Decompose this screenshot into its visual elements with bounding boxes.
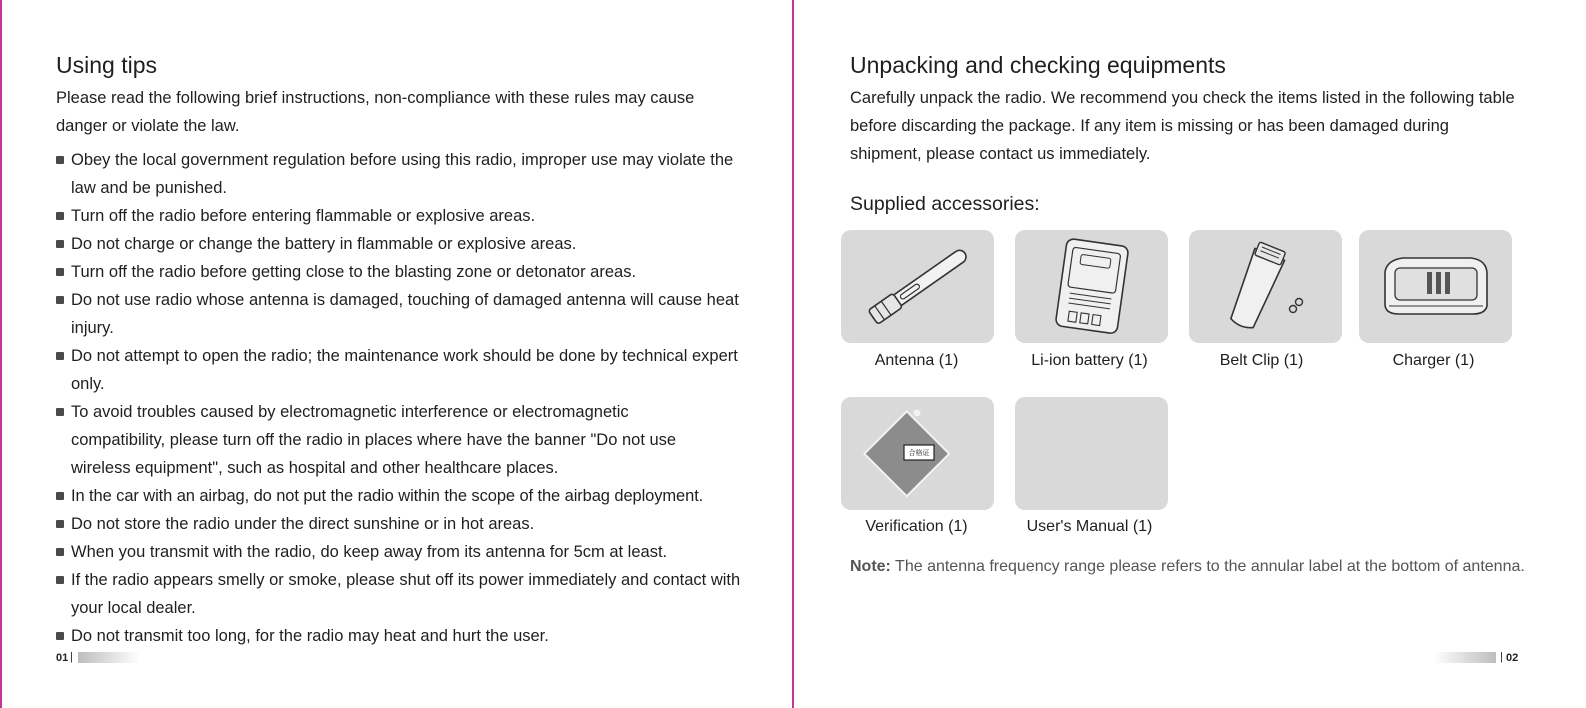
verification-caption: Verification (1) bbox=[865, 518, 968, 535]
belt-clip-caption: Belt Clip (1) bbox=[1219, 352, 1304, 369]
list-item: Turn off the radio before getting close to the blasting zone or detonator areas. bbox=[56, 258, 756, 286]
list-item: Do not use radio whose antenna is damaged, touching of damaged antenna will cause heat injury. bbox=[56, 286, 756, 342]
page-number-separator-right: | bbox=[1500, 651, 1503, 663]
charger-caption: Charger (1) bbox=[1392, 352, 1475, 369]
list-item: Do not attempt to open the radio; the maintenance work should be done by technical expert only. bbox=[56, 342, 756, 398]
page-number-bar-right bbox=[1434, 652, 1496, 663]
list-item: Do not transmit too long, for the radio may heat and hurt the user. bbox=[56, 622, 756, 650]
battery-caption: Li-ion battery (1) bbox=[1031, 352, 1148, 369]
page-number-left: 01 bbox=[56, 652, 69, 664]
battery-icon bbox=[1015, 230, 1168, 343]
battery-card bbox=[1015, 230, 1168, 343]
using-tips-title: Using tips bbox=[56, 52, 157, 78]
bullet-icon bbox=[56, 548, 64, 556]
using-tips-intro: Please read the following brief instructions, non-compliance with these rules may cause danger or violate the law. bbox=[56, 89, 695, 135]
accessories-heading: Supplied accessories: bbox=[850, 193, 1040, 215]
verification-seal-text: 合格证 bbox=[908, 449, 930, 457]
page-number-right: 02 bbox=[1506, 652, 1519, 664]
list-item: When you transmit with the radio, do keep away from its antenna for 5cm at least. bbox=[56, 538, 756, 566]
charger-icon bbox=[1359, 230, 1512, 343]
page-number-separator: | bbox=[70, 651, 73, 663]
belt-clip-card bbox=[1189, 230, 1342, 343]
charger-card bbox=[1359, 230, 1512, 343]
list-item: To avoid troubles caused by electromagnetic interference or electromagnetic compatibility, please turn off the radio in places where have the banner "Do not use wireless equipment", such as hospital and other healthcare places. bbox=[56, 398, 756, 482]
manual-icon bbox=[1015, 397, 1168, 510]
antenna-card bbox=[841, 230, 994, 343]
page-number-bar bbox=[78, 652, 140, 663]
verification-card bbox=[841, 397, 994, 510]
left-page bbox=[0, 0, 792, 708]
bullet-icon bbox=[56, 156, 64, 164]
bullet-icon bbox=[56, 408, 64, 416]
antenna-note bbox=[850, 558, 1525, 576]
antenna-caption: Antenna (1) bbox=[874, 352, 959, 369]
note-text: The antenna frequency range please refers to the annular label at the bottom of antenna. bbox=[895, 558, 1525, 575]
bullet-icon bbox=[56, 212, 64, 220]
list-item: If the radio appears smelly or smoke, please shut off its power immediately and contact with your local dealer. bbox=[56, 566, 756, 622]
belt-clip-icon bbox=[1189, 230, 1342, 343]
bullet-icon bbox=[56, 352, 64, 360]
unpacking-title: Unpacking and checking equipments bbox=[850, 52, 1226, 78]
bullet-icon bbox=[56, 268, 64, 276]
manual-card bbox=[1015, 397, 1168, 510]
bullet-icon bbox=[56, 240, 64, 248]
verification-tag-icon bbox=[841, 397, 994, 510]
list-item: Do not store the radio under the direct sunshine or in hot areas. bbox=[56, 510, 756, 538]
tips-list bbox=[56, 146, 756, 650]
list-item: Obey the local government regulation before using this radio, improper use may violate the law and be punished. bbox=[56, 146, 756, 202]
list-item: In the car with an airbag, do not put the radio within the scope of the airbag deployment. bbox=[56, 482, 756, 510]
antenna-icon bbox=[841, 230, 994, 343]
bullet-icon bbox=[56, 296, 64, 304]
list-item: Turn off the radio before entering flammable or explosive areas. bbox=[56, 202, 756, 230]
manual-caption: User's Manual (1) bbox=[1026, 518, 1153, 535]
bullet-icon bbox=[56, 576, 64, 584]
bullet-icon bbox=[56, 492, 64, 500]
note-label: Note: bbox=[850, 558, 891, 575]
right-page bbox=[794, 0, 1586, 708]
bullet-icon bbox=[56, 520, 64, 528]
unpacking-intro: Carefully unpack the radio. We recommend you check the items listed in the following table before discarding the package. If any item is missing or has been damaged during shipment, please contact us immediately. bbox=[850, 89, 1515, 163]
list-item: Do not charge or change the battery in flammable or explosive areas. bbox=[56, 230, 756, 258]
bullet-icon bbox=[56, 632, 64, 640]
